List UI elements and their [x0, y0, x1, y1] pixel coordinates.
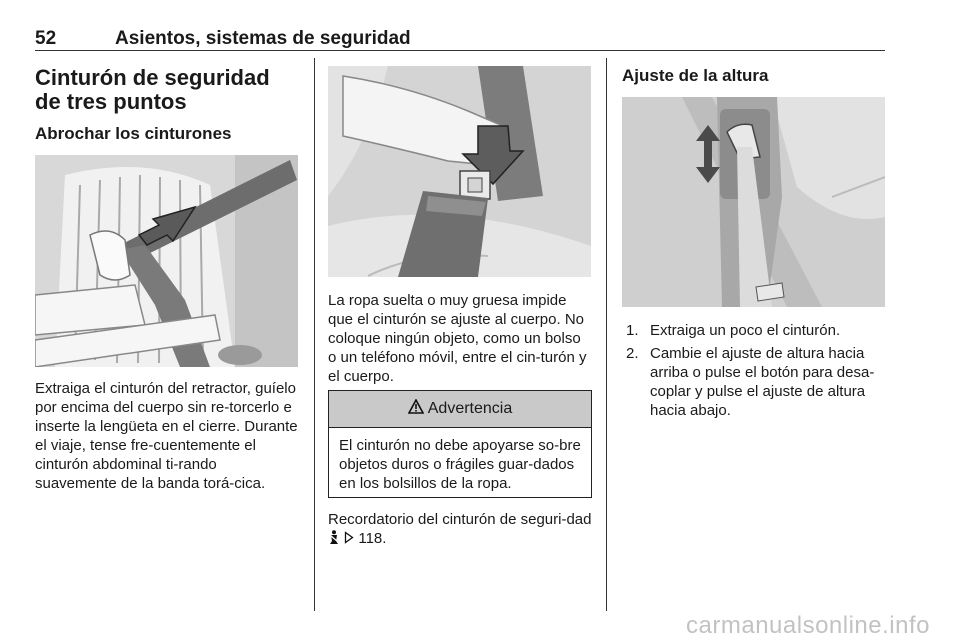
step-2-text: Cambie el ajuste de altura hacia arriba o pulse el botón para desa-coplar y pulse el ajuste de altura hacia abajo. — [650, 345, 875, 419]
page-header — [35, 28, 885, 52]
steps-list — [626, 321, 888, 420]
warning-triangle-icon — [408, 399, 424, 419]
buckle-insertion-figure — [328, 66, 591, 277]
reminder-page-ref[interactable]: 118. — [358, 530, 387, 547]
step-1-number: 1. — [626, 322, 639, 339]
reminder-note — [328, 510, 593, 550]
reminder-text: Recordatorio del cinturón de seguri-dad — [328, 511, 592, 528]
column-1-text — [35, 379, 300, 493]
warning-text: El cinturón no debe apoyarse so-bre objetos duros o frágiles guar-dados en los bolsillos de la ropa. — [339, 437, 581, 492]
column-3 — [622, 66, 885, 86]
warning-box — [328, 390, 592, 498]
watermark: carmanualsonline.info — [686, 612, 930, 639]
clothing-note: La ropa suelta o muy gruesa impide que el cinturón se ajuste al cuerpo. No coloque ningún objeto, como un bolso o un teléfono móvil, entre el cin-turón y el cuerpo. — [328, 292, 587, 385]
step-1-text: Extraiga un poco el cinturón. — [650, 322, 841, 339]
height-adjuster-figure — [622, 97, 885, 307]
height-adjust-heading: Ajuste de la altura — [622, 66, 769, 85]
seatbelt-reminder-icon — [328, 530, 340, 550]
height-adjust-steps — [626, 321, 888, 424]
step-2 — [626, 344, 888, 420]
warning-title: Advertencia — [427, 400, 513, 417]
step-1 — [626, 321, 888, 340]
header-divider — [35, 50, 885, 51]
cross-reference-icon — [344, 530, 354, 549]
fastening-instructions: Extraiga el cinturón del retractor, guíelo por encima del cuerpo sin re-torcerlo e inserte la lengüeta en el cierre. Durante el viaje, tense fre-cuentemente el cinturón abdominal ti-rando suavemente de la banda torá-cica. — [35, 380, 298, 492]
column-1 — [35, 66, 300, 144]
section-heading: Cinturón de seguridad de tres puntos — [35, 65, 270, 114]
warning-header — [329, 391, 591, 428]
column-divider-1 — [314, 58, 315, 611]
column-2-text — [328, 291, 593, 386]
column-divider-2 — [606, 58, 607, 611]
step-2-number: 2. — [626, 345, 639, 362]
page-number: 52 — [35, 28, 57, 49]
running-title: Asientos, sistemas de seguridad — [115, 28, 411, 49]
subsection-heading: Abrochar los cinturones — [35, 124, 232, 143]
seatbelt-fastening-figure — [35, 155, 298, 367]
